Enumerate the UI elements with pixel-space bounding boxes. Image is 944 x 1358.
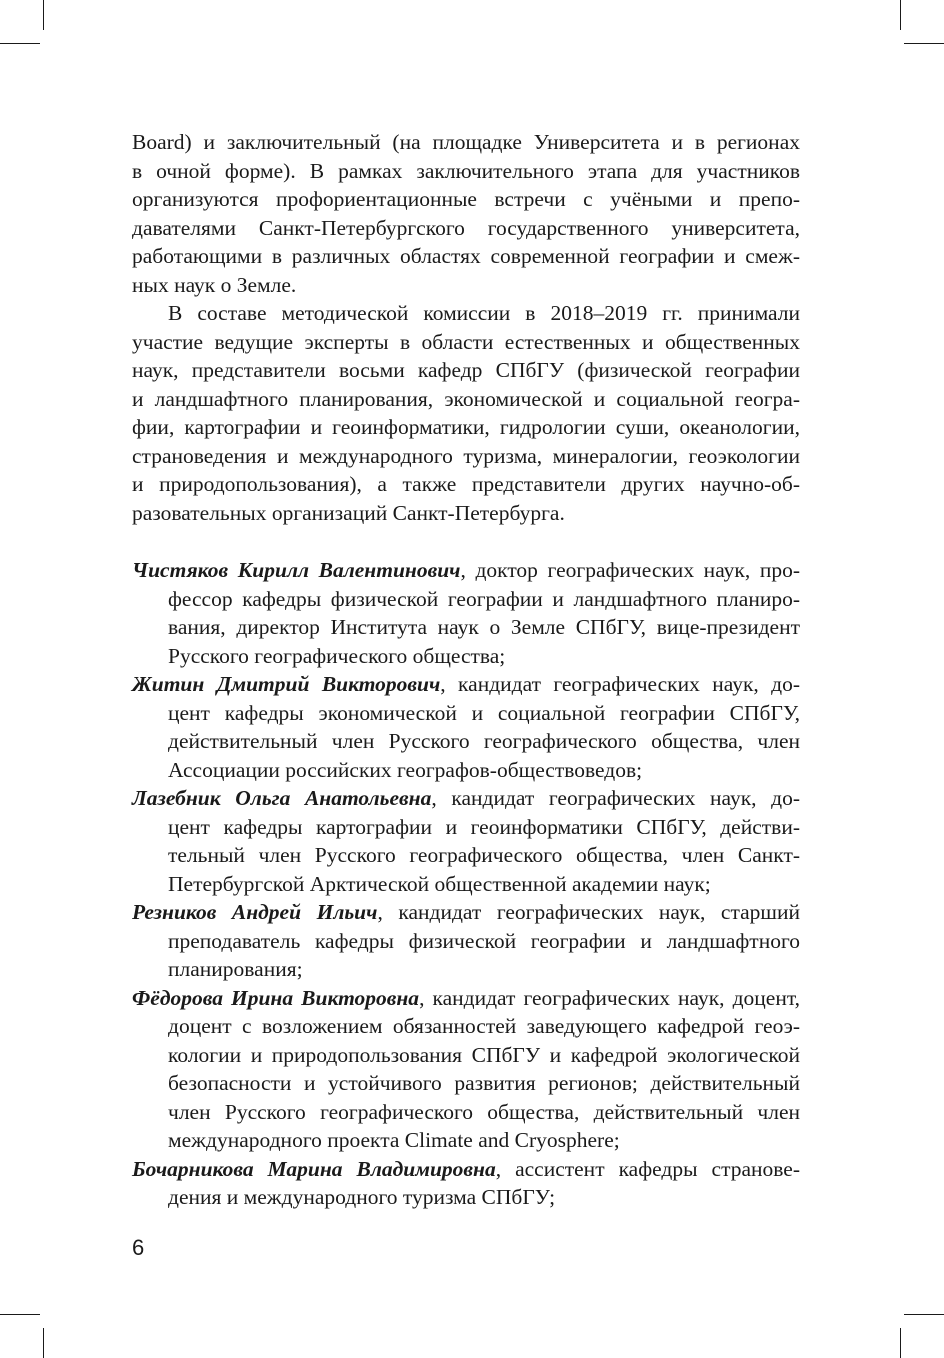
commission-line: и природопользования), а также представители других научно-об- xyxy=(132,472,800,496)
commission-members-list xyxy=(132,556,800,1212)
member-entry xyxy=(132,984,800,1155)
member-name: Бочарникова Марина Владимировна xyxy=(132,1156,496,1181)
intro-text xyxy=(132,128,800,299)
member-line: преподаватель кафедры физической географии и ландшафтного xyxy=(168,928,800,953)
member-name: Лазебник Ольга Анатольевна xyxy=(132,786,432,810)
member-line: цент кафедры экономической и социальной географии СПбГУ, xyxy=(168,700,800,725)
intro-line: Board) и заключительный (на площадке Университета и в регионах xyxy=(132,130,800,154)
member-entry-first-line xyxy=(132,670,800,699)
member-line: международного проекта Climate and Cryosphere; xyxy=(168,1128,620,1152)
member-line: действительный член Русского географического общества, член xyxy=(168,729,800,753)
crop-mark-bottom-left xyxy=(43,1328,44,1358)
member-description: , ассистент кафедры странове- xyxy=(495,1156,801,1181)
intro-line: давателями Санкт-Петербургского государственного университета, xyxy=(132,215,800,240)
commission-line: фии, картографии и геоинформатики, гидрологии суши, океанологии, xyxy=(132,415,800,439)
member-line: планирования; xyxy=(168,957,303,981)
member-description: , кандидат географических наук, старший xyxy=(377,900,800,924)
member-name: Чистяков Кирилл Валентинович xyxy=(132,558,461,582)
member-line: Ассоциации российских географов-обществоведов; xyxy=(168,757,643,782)
member-line: Русского географического общества; xyxy=(168,643,506,668)
commission-line: наук, представители восьми кафедр СПбГУ (физической географии xyxy=(132,358,800,382)
member-line: кологии и природопользования СПбГУ и кафедрой экологической xyxy=(168,1042,800,1067)
member-entry-first-line xyxy=(132,984,800,1013)
member-entry xyxy=(132,556,800,670)
member-entry xyxy=(132,1155,800,1212)
crop-mark-top-right-h xyxy=(904,43,944,44)
member-description: , кандидат географических наук, до- xyxy=(431,786,800,810)
member-name: Резников Андрей Ильич xyxy=(132,900,378,924)
commission-paragraph xyxy=(132,299,800,527)
member-description: , кандидат географических наук, до- xyxy=(440,672,800,696)
commission-line: разовательных организаций Санкт-Петербурга. xyxy=(132,500,565,525)
intro-line: в очной форме). В рамках заключительного этапа для участников xyxy=(132,158,800,183)
member-line: дения и международного туризма СПбГУ; xyxy=(168,1185,556,1209)
member-entry-first-line xyxy=(132,898,800,927)
member-name: Фёдорова Ирина Викторовна xyxy=(132,985,420,1010)
member-line: доцент с возложением обязанностей заведующего кафедрой геоэ- xyxy=(168,1014,800,1038)
commission-line: страноведения и международного туризма, минералогии, геоэкологии xyxy=(132,443,800,468)
page-number: 6 xyxy=(132,1235,145,1260)
member-line: фессор кафедры физической географии и ландшафтного планиро- xyxy=(168,586,800,611)
commission-text xyxy=(132,299,800,527)
crop-mark-bottom-right xyxy=(900,1328,901,1358)
member-line: вания, директор Института наук о Земле СПбГУ, вице-президент xyxy=(168,615,800,639)
member-entry-first-line xyxy=(132,556,800,585)
intro-line: работающими в различных областях современной географии и смеж- xyxy=(132,244,800,268)
crop-mark-bottom-right-h xyxy=(904,1314,944,1315)
member-line: цент кафедры картографии и геоинформатики СПбГУ, действи- xyxy=(168,814,800,839)
commission-line: участие ведущие эксперты в области естественных и общественных xyxy=(132,329,800,354)
member-entry xyxy=(132,784,800,898)
intro-line: организуются профориентационные встречи с учёными и препо- xyxy=(132,187,800,211)
member-line: Петербургской Арктической общественной академии наук; xyxy=(168,871,711,896)
crop-mark-bottom-left-h xyxy=(0,1314,40,1315)
commission-line: В составе методической комиссии в 2018–2019 гг. принимали xyxy=(168,301,800,325)
intro-line: ных наук о Земле. xyxy=(132,272,297,297)
commission-line: и ландшафтного планирования, экономической и социальной геогра- xyxy=(132,386,800,411)
member-line: тельный член Русского географического общества, член Санкт- xyxy=(168,843,800,867)
member-entry xyxy=(132,670,800,784)
crop-mark-top-right xyxy=(900,0,901,30)
member-description: , кандидат географических наук, доцент, xyxy=(419,985,800,1010)
intro-paragraph xyxy=(132,128,800,299)
member-entry-first-line xyxy=(132,1155,800,1184)
member-line: безопасности и устойчивого развития регионов; действительный xyxy=(168,1071,800,1095)
crop-mark-top-left-h xyxy=(0,43,40,44)
member-entry xyxy=(132,898,800,984)
crop-mark-top-left xyxy=(43,0,44,30)
member-description: , доктор географических наук, про- xyxy=(460,558,801,582)
member-name: Житин Дмитрий Викторович xyxy=(132,672,441,696)
member-entry-first-line xyxy=(132,784,800,813)
member-line: член Русского географического общества, действительный член xyxy=(168,1099,800,1124)
